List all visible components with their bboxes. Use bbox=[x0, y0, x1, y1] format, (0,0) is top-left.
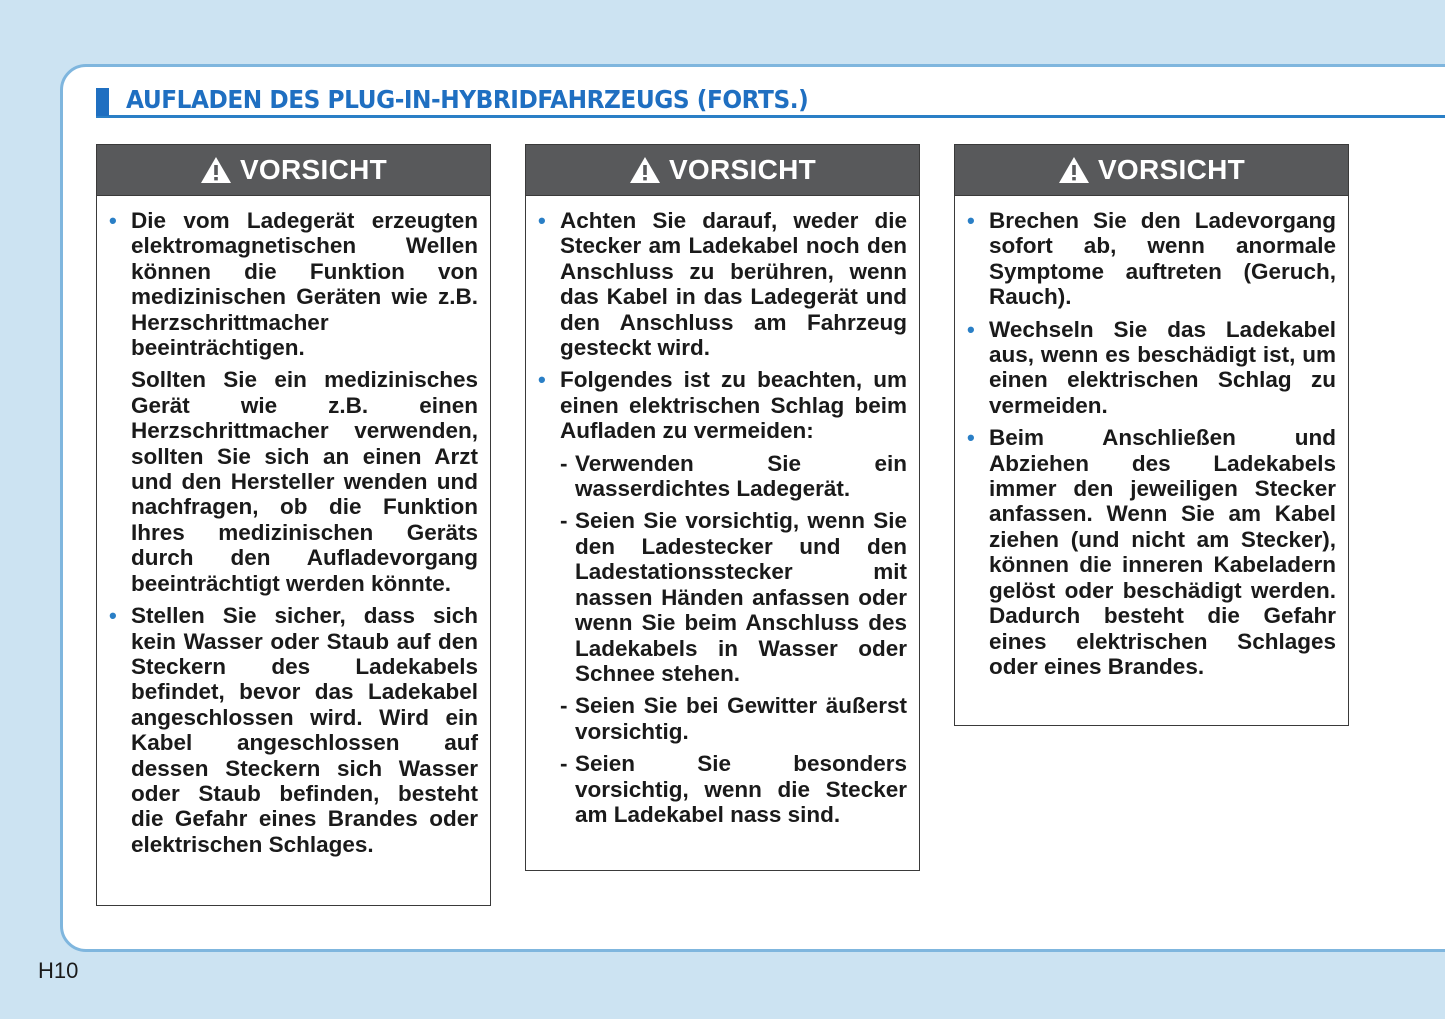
section-heading bbox=[96, 84, 1445, 118]
list-item: • Die vom Ladegerät erzeugten elektromagnetischen Wellen können die Funktion von medizinischen Geräten wie z.B. Herzschrittmacher beeinträchtigen. bbox=[109, 208, 478, 361]
list-item: • Stellen Sie sicher, dass sich kein Wasser oder Staub auf den Steckern des Ladekabels befindet, bevor das Ladekabel angeschlossen wird. Wird ein Kabel angeschlossen auf dessen Steckern sich Wasser oder Staub befinden, besteht die Gefahr eines Brandes oder elektrischen Schlages. bbox=[109, 603, 478, 857]
list-item: • Folgendes ist zu beachten, um einen elektrischen Schlag beim Aufladen zu vermeiden: bbox=[538, 367, 907, 444]
caution-body bbox=[97, 196, 490, 857]
list-item: • Beim Anschließen und Abziehen des Ladekabels immer den jeweiligen Stecker anfassen. Wenn Sie am Kabel ziehen (und nicht am Stecker), können die inneren Kabeladern gelöst oder beschädigt werden. Dadurch besteht die Gefahr eines elektrischen Schlages oder eines Brandes. bbox=[967, 425, 1336, 679]
caution-header bbox=[955, 145, 1348, 196]
list-item: • Achten Sie darauf, weder die Stecker am Ladekabel noch den Anschluss zu berühren, wenn das Kabel in das Ladegerät und den Anschluss am Fahrzeug gesteckt wird. bbox=[538, 208, 907, 361]
sub-item: - Seien Sie besonders vorsichtig, wenn die Stecker am Ladekabel nass sind. bbox=[560, 751, 907, 827]
caution-header bbox=[526, 145, 919, 196]
caution-title: VORSICHT bbox=[1097, 154, 1246, 185]
caution-body bbox=[526, 196, 919, 827]
list-item: • Brechen Sie den Ladevorgang sofort ab, wenn anormale Symptome auftreten (Geruch, Rauch). bbox=[967, 208, 1336, 310]
sub-item: - Seien Sie vorsichtig, wenn Sie den Ladestecker und den Ladestationsstecker mit nassen Händen anfassen oder wenn Sie beim Anschluss des Ladekabels in Wasser oder Schnee stehen. bbox=[560, 508, 907, 686]
sub-item: - Seien Sie bei Gewitter äußerst vorsichtig. bbox=[560, 693, 907, 744]
caution-title: VORSICHT bbox=[239, 154, 388, 185]
list-item: • Wechseln Sie das Ladekabel aus, wenn es beschädigt ist, um einen elektrischen Schlag zu vermeiden. bbox=[967, 316, 1336, 418]
caution-body bbox=[955, 196, 1348, 679]
sub-item: - Verwenden Sie ein wasserdichtes Ladegerät. bbox=[560, 450, 907, 502]
heading-title: AUFLADEN DES PLUG-IN-HYBRIDFAHRZEUGS (FORTS.) bbox=[126, 85, 809, 114]
page-number: H10 bbox=[38, 958, 79, 983]
warning-triangle-icon bbox=[1058, 156, 1090, 184]
caution-header bbox=[97, 145, 490, 196]
paragraph: Sollten Sie ein medizinisches Gerät wie z.B. einen Herzschrittmacher verwenden, sollten Sie sich an einen Arzt und den Hersteller wenden und nachfragen, ob die Funktion Ihres medizinischen Geräts durch den Aufladevorgang beeinträchtigt werden könnte. bbox=[131, 367, 478, 596]
warning-triangle-icon bbox=[629, 156, 661, 184]
warning-triangle-icon bbox=[200, 156, 232, 184]
caution-box-3 bbox=[954, 144, 1349, 726]
caution-title: VORSICHT bbox=[668, 154, 817, 185]
caution-box-2 bbox=[525, 144, 920, 871]
caution-box-1 bbox=[96, 144, 491, 906]
heading-accent-bar bbox=[96, 88, 109, 116]
